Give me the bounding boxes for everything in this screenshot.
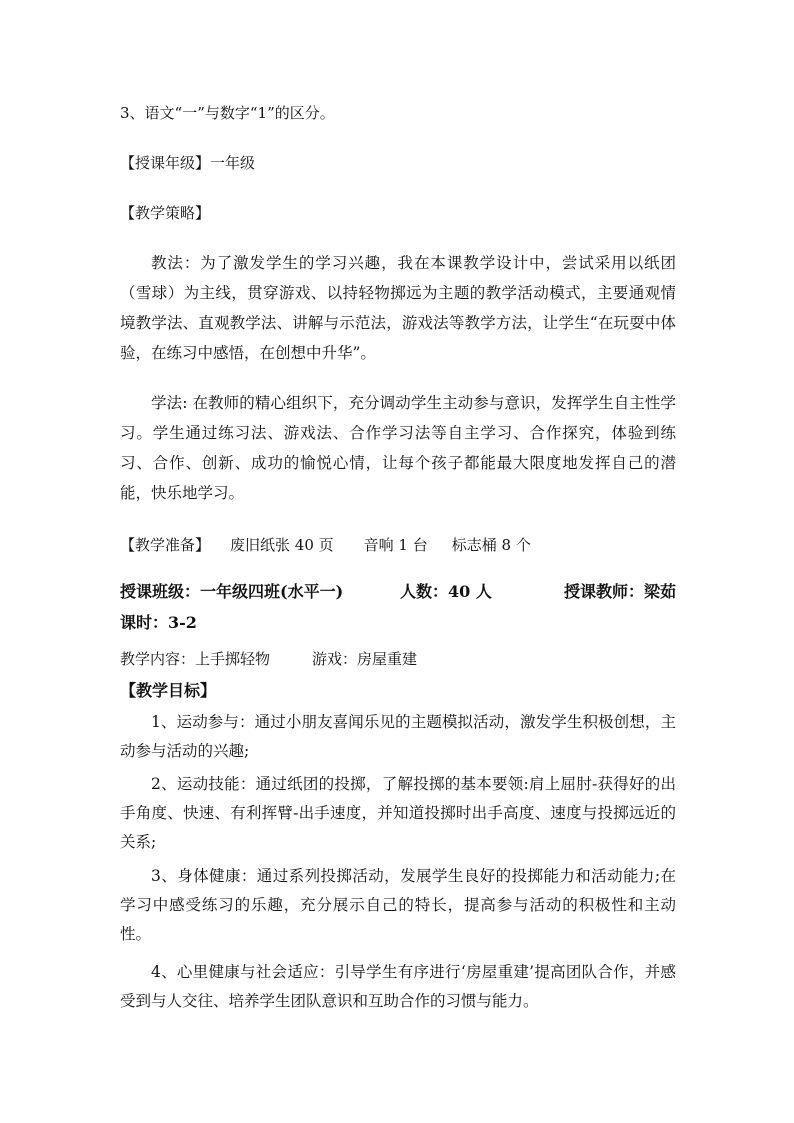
class-name: 授课班级：一年级四班(水平一): [120, 582, 344, 601]
objective-item: 2、运动技能：通过纸团的投掷，了解投掷的基本要领:肩上屈肘-获得好的出手角度、快速、有利挥臂-出手速度，并知道投掷时出手高度、速度与投掷远近的关系;: [120, 775, 676, 851]
item-3-text: 3、语文“一”与数字“1”的区分。: [120, 104, 335, 122]
objective-item: 3、身体健康：通过系列投掷活动，发展学生良好的投掷能力和活动能力;在学习中感受练习的乐趣，充分展示自己的特长，提高参与活动的积极性和主动性。: [120, 867, 676, 943]
grade-line: [120, 153, 255, 173]
content-line: [120, 649, 417, 669]
objective-item: 1、运动参与：通过小朋友喜闻乐见的主题模拟活动，激发学生积极创想，主动参与活动的兴趣;: [120, 713, 676, 760]
strategy-heading: 【教学策略】: [120, 204, 211, 222]
class-period: 课时：3-2: [120, 613, 197, 632]
preparation-cones: 标志桶 8 个: [451, 536, 531, 554]
objective-item: 4、心里健康与社会适应：引导学生有序进行‘房屋重建’提高团队合作，并感受到与人交往、培养学生团队意识和互助合作的习惯与能力。: [120, 963, 676, 1010]
grade-label: 【授课年级】: [120, 154, 211, 172]
content-text: 教学内容：上手掷轻物: [120, 650, 271, 668]
preparation-speaker: 音响 1 台: [363, 536, 428, 554]
teaching-method-paragraph: 教法：为了激发学生的学习兴趣，我在本课教学设计中，尝试采用以纸团（雪球）为主线，贯穿游戏、以持轻物掷远为主题的教学活动模式，主要通观情境教学法、直观教学法、讲解与示范法，游戏法等教学方法，让学生“在玩耍中体验，在练习中感悟，在创想中升华”。: [120, 254, 676, 362]
grade-value: 一年级: [210, 154, 256, 172]
student-count: 人数：40 人: [400, 582, 492, 601]
objectives-heading: 【教学目标】: [120, 681, 217, 700]
teacher-name: 授课教师：梁茹: [564, 582, 677, 601]
content-game: 游戏：房屋重建: [312, 650, 418, 668]
learning-method-paragraph: 学法: 在教师的精心组织下，充分调动学生主动参与意识，发挥学生自主性学习。学生通过练习法、游戏法、合作学习法等自主学习、合作探究，体验到练习、合作、创新、成功的愉悦心情，让每个孩子都能最大限度地发挥自己的潜能，快乐地学习。: [120, 394, 676, 502]
preparation-paper: 废旧纸张 40 页: [230, 536, 334, 554]
preparation-label: 【教学准备】: [120, 536, 211, 554]
preparation-line: [120, 535, 531, 555]
class-info-line: [120, 582, 343, 602]
